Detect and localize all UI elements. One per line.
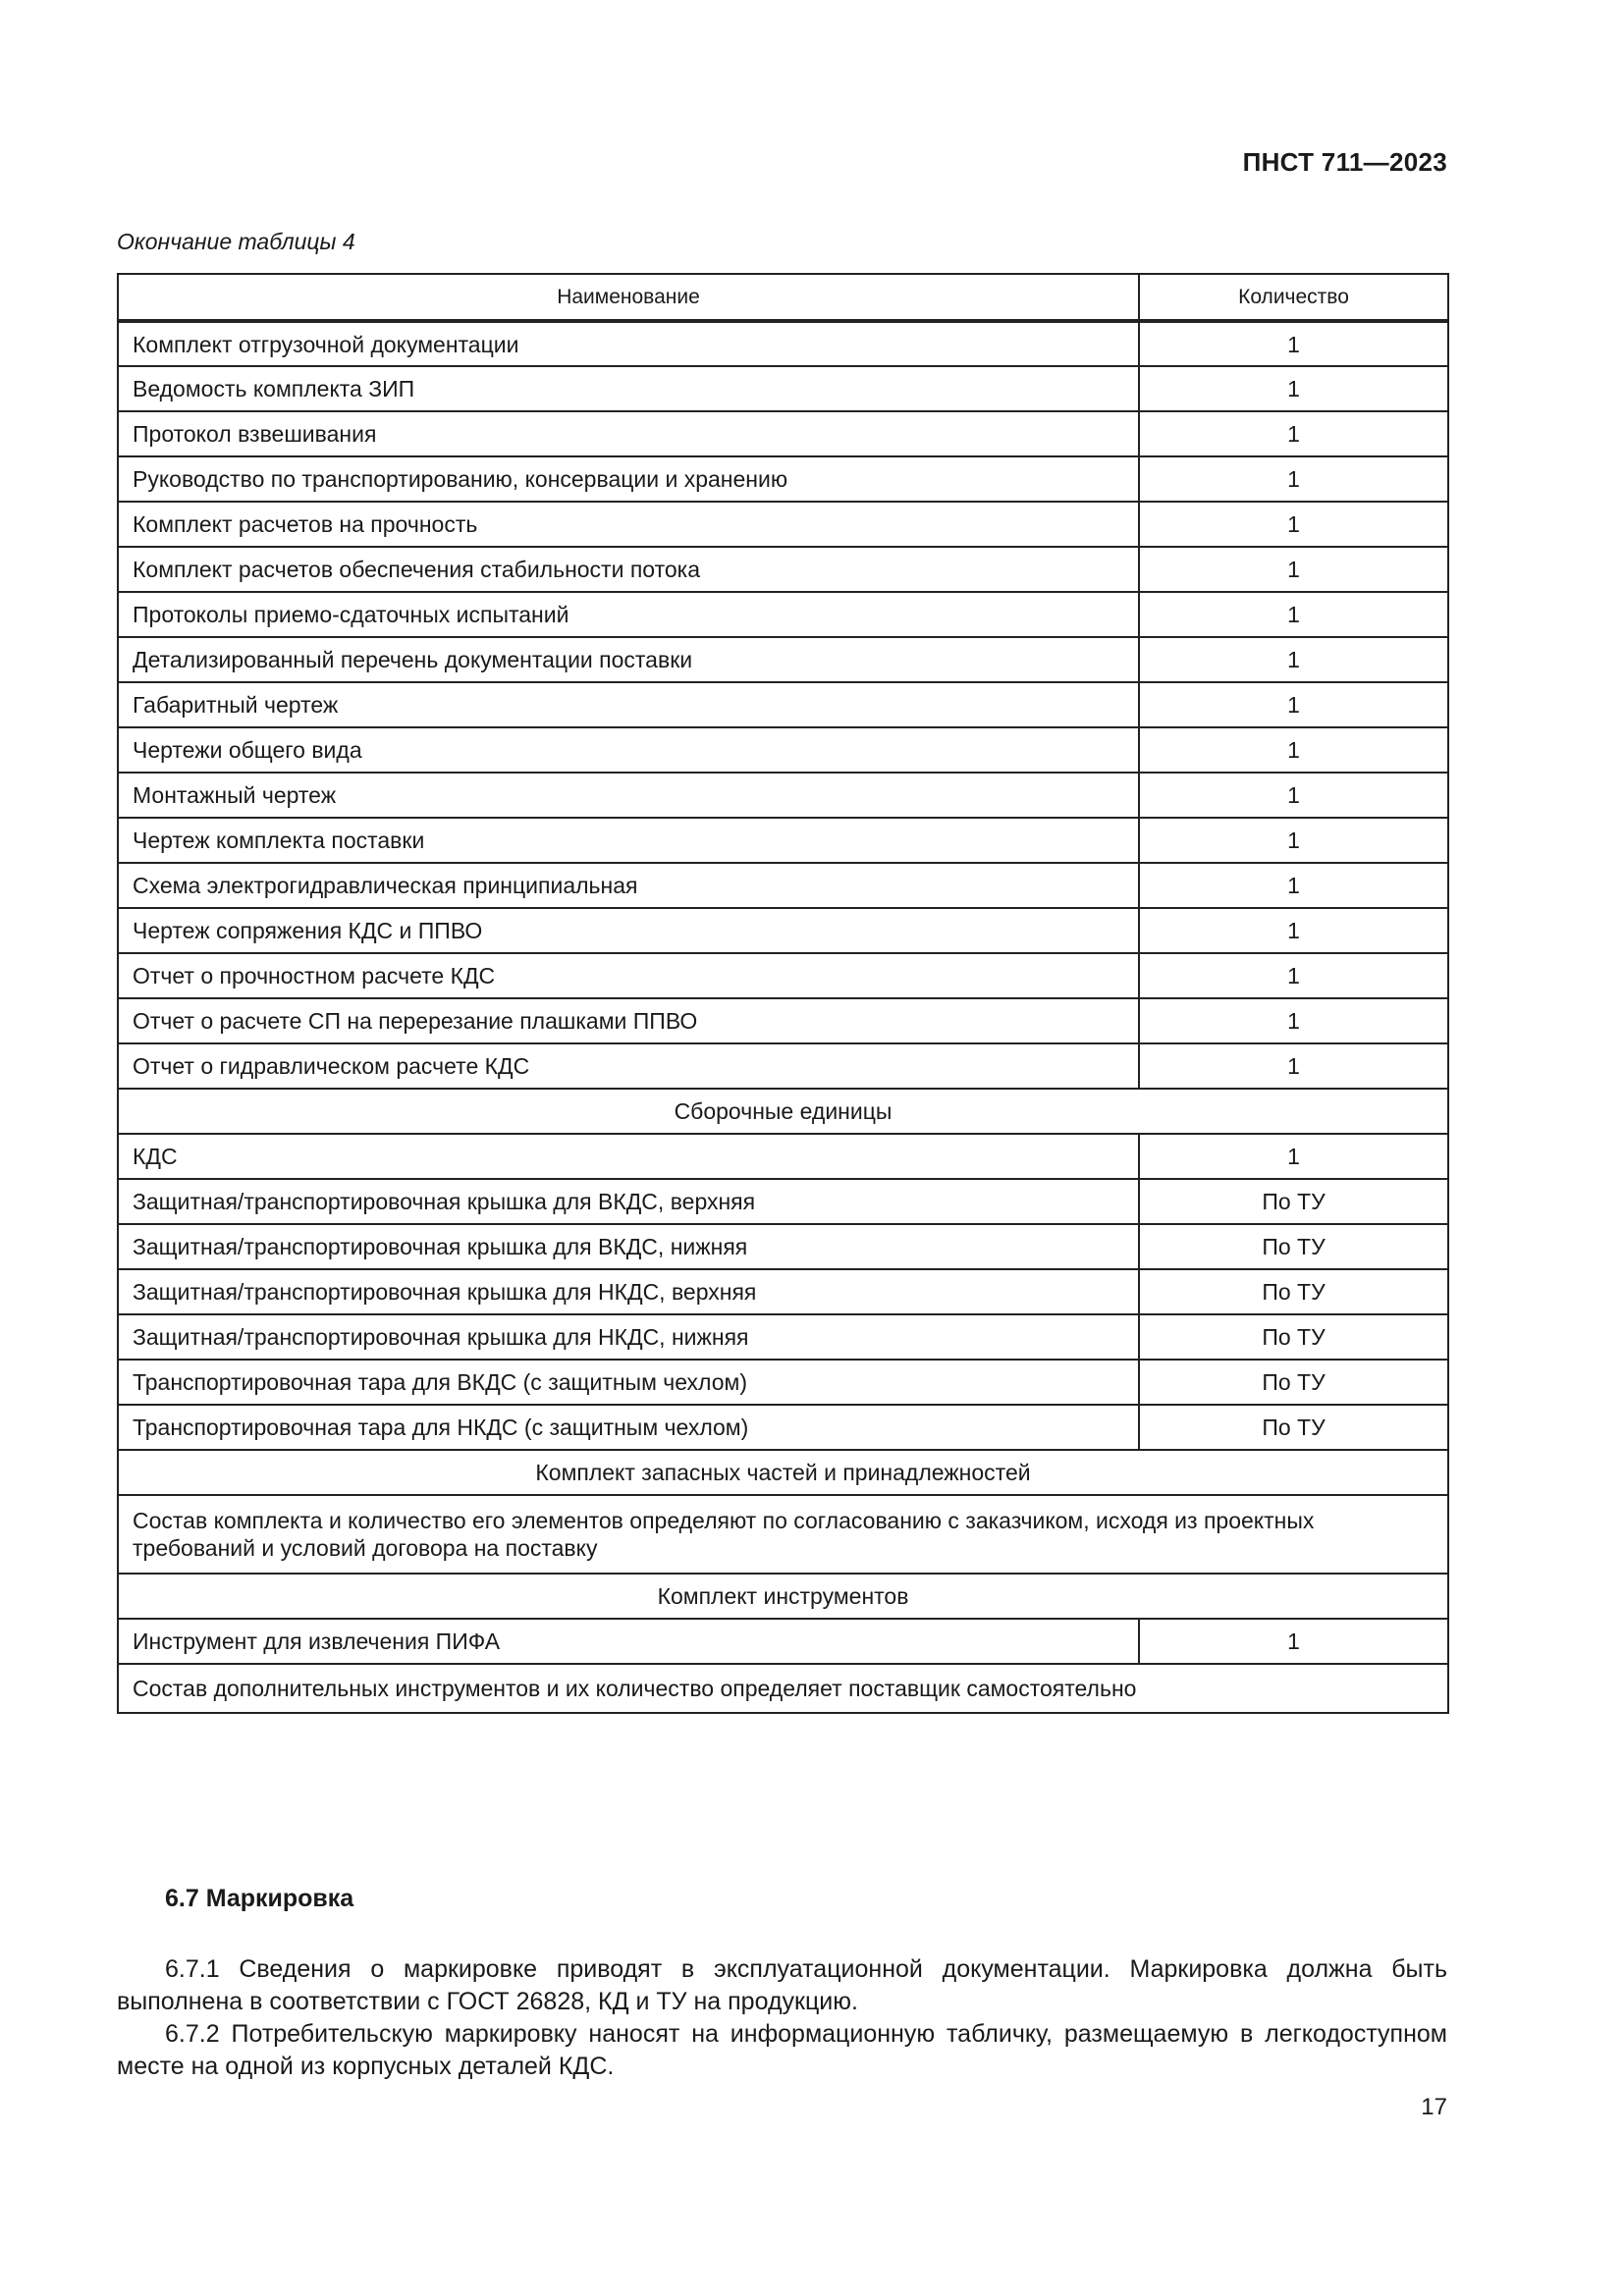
section-row-spares bbox=[118, 1450, 1448, 1495]
row-name: Отчет о прочностном расчете КДС bbox=[118, 953, 1139, 998]
spares-note: Состав комплекта и количество его элементов определяют по согласованию с заказчиком, исходя из проектных требований и условий договора на поставку bbox=[118, 1495, 1448, 1574]
row-name: Защитная/транспортировочная крышка для ВКДС, верхняя bbox=[118, 1179, 1139, 1224]
row-qty: 1 bbox=[1139, 502, 1448, 547]
table-row bbox=[118, 1224, 1448, 1269]
row-name: Ведомость комплекта ЗИП bbox=[118, 366, 1139, 411]
section-heading: 6.7 Маркировка bbox=[165, 1885, 354, 1912]
page-number: 17 bbox=[1421, 2094, 1447, 2120]
paragraph-6-7-1: 6.7.1 Сведения о маркировке приводят в эксплуатационной документации. Маркировка должна быть выполнена в соответствии с ГОСТ 26828, КД и ТУ на продукцию. bbox=[117, 1955, 1447, 2015]
row-name: Чертежи общего вида bbox=[118, 727, 1139, 773]
row-qty: 1 bbox=[1139, 1134, 1448, 1179]
specification-table bbox=[117, 273, 1449, 1714]
table-row bbox=[118, 1360, 1448, 1405]
row-name: Отчет о расчете СП на перерезание плашками ППВО bbox=[118, 998, 1139, 1043]
table-row bbox=[118, 502, 1448, 547]
table-row bbox=[118, 1043, 1448, 1089]
row-qty: 1 bbox=[1139, 953, 1448, 998]
row-name: Транспортировочная тара для ВКДС (с защитным чехлом) bbox=[118, 1360, 1139, 1405]
table-row bbox=[118, 682, 1448, 727]
row-name: Комплект расчетов обеспечения стабильности потока bbox=[118, 547, 1139, 592]
row-qty: 1 bbox=[1139, 592, 1448, 637]
row-qty: 1 bbox=[1139, 773, 1448, 818]
row-name: Защитная/транспортировочная крышка для НКДС, нижняя bbox=[118, 1314, 1139, 1360]
row-qty: По ТУ bbox=[1139, 1269, 1448, 1314]
row-qty: 1 bbox=[1139, 682, 1448, 727]
row-qty: 1 bbox=[1139, 908, 1448, 953]
table-row bbox=[118, 908, 1448, 953]
row-name: Защитная/транспортировочная крышка для ВКДС, нижняя bbox=[118, 1224, 1139, 1269]
row-name: Чертеж сопряжения КДС и ППВО bbox=[118, 908, 1139, 953]
row-qty: 1 bbox=[1139, 321, 1448, 366]
row-name: Инструмент для извлечения ПИФА bbox=[118, 1619, 1139, 1664]
row-name: Защитная/транспортировочная крышка для НКДС, верхняя bbox=[118, 1269, 1139, 1314]
table-row bbox=[118, 637, 1448, 682]
header-qty: Количество bbox=[1139, 274, 1448, 321]
row-name: Руководство по транспортированию, консервации и хранению bbox=[118, 456, 1139, 502]
row-name: Детализированный перечень документации поставки bbox=[118, 637, 1139, 682]
table-row bbox=[118, 773, 1448, 818]
row-qty: По ТУ bbox=[1139, 1405, 1448, 1450]
row-name: Отчет о гидравлическом расчете КДС bbox=[118, 1043, 1139, 1089]
table-row bbox=[118, 1619, 1448, 1664]
row-qty: По ТУ bbox=[1139, 1314, 1448, 1360]
note-row bbox=[118, 1664, 1448, 1713]
tools-note: Состав дополнительных инструментов и их количество определяет поставщик самостоятельно bbox=[118, 1664, 1448, 1713]
table-row bbox=[118, 1314, 1448, 1360]
row-name: Габаритный чертеж bbox=[118, 682, 1139, 727]
row-qty: По ТУ bbox=[1139, 1360, 1448, 1405]
note-row bbox=[118, 1495, 1448, 1574]
table-row bbox=[118, 547, 1448, 592]
row-qty: 1 bbox=[1139, 998, 1448, 1043]
row-name: Транспортировочная тара для НКДС (с защитным чехлом) bbox=[118, 1405, 1139, 1450]
table-row bbox=[118, 998, 1448, 1043]
table-row bbox=[118, 592, 1448, 637]
table-row bbox=[118, 366, 1448, 411]
table-row bbox=[118, 1134, 1448, 1179]
row-qty: 1 bbox=[1139, 1043, 1448, 1089]
row-name: Монтажный чертеж bbox=[118, 773, 1139, 818]
row-qty: 1 bbox=[1139, 366, 1448, 411]
paragraph-6-7-2: 6.7.2 Потребительскую маркировку наносят на информационную табличку, размещаемую в легкодоступном месте на одной из корпусных деталей КДС. bbox=[117, 2020, 1447, 2080]
table-row bbox=[118, 953, 1448, 998]
section-row-tools bbox=[118, 1574, 1448, 1619]
table-row bbox=[118, 727, 1448, 773]
table-row bbox=[118, 411, 1448, 456]
section-row-assembly bbox=[118, 1089, 1448, 1134]
row-name: Комплект расчетов на прочность bbox=[118, 502, 1139, 547]
row-qty: 1 bbox=[1139, 547, 1448, 592]
row-name: Схема электрогидравлическая принципиальная bbox=[118, 863, 1139, 908]
row-name: КДС bbox=[118, 1134, 1139, 1179]
row-qty: По ТУ bbox=[1139, 1224, 1448, 1269]
table-row bbox=[118, 1405, 1448, 1450]
document-code: ПНСТ 711—2023 bbox=[1242, 147, 1447, 177]
row-name: Чертеж комплекта поставки bbox=[118, 818, 1139, 863]
table-row bbox=[118, 863, 1448, 908]
row-qty: 1 bbox=[1139, 1619, 1448, 1664]
table-header-row bbox=[118, 274, 1448, 321]
section-title: Комплект инструментов bbox=[118, 1574, 1448, 1619]
table-row bbox=[118, 1269, 1448, 1314]
row-qty: 1 bbox=[1139, 727, 1448, 773]
table-row bbox=[118, 818, 1448, 863]
table-row bbox=[118, 1179, 1448, 1224]
row-name: Комплект отгрузочной документации bbox=[118, 321, 1139, 366]
row-qty: По ТУ bbox=[1139, 1179, 1448, 1224]
row-name: Протокол взвешивания bbox=[118, 411, 1139, 456]
row-qty: 1 bbox=[1139, 637, 1448, 682]
section-title: Комплект запасных частей и принадлежностей bbox=[118, 1450, 1448, 1495]
row-qty: 1 bbox=[1139, 456, 1448, 502]
row-qty: 1 bbox=[1139, 863, 1448, 908]
row-qty: 1 bbox=[1139, 818, 1448, 863]
header-name: Наименование bbox=[118, 274, 1139, 321]
table-caption: Окончание таблицы 4 bbox=[117, 229, 355, 254]
table-row bbox=[118, 456, 1448, 502]
section-title: Сборочные единицы bbox=[118, 1089, 1448, 1134]
table-row bbox=[118, 321, 1448, 366]
row-qty: 1 bbox=[1139, 411, 1448, 456]
row-name: Протоколы приемо-сдаточных испытаний bbox=[118, 592, 1139, 637]
